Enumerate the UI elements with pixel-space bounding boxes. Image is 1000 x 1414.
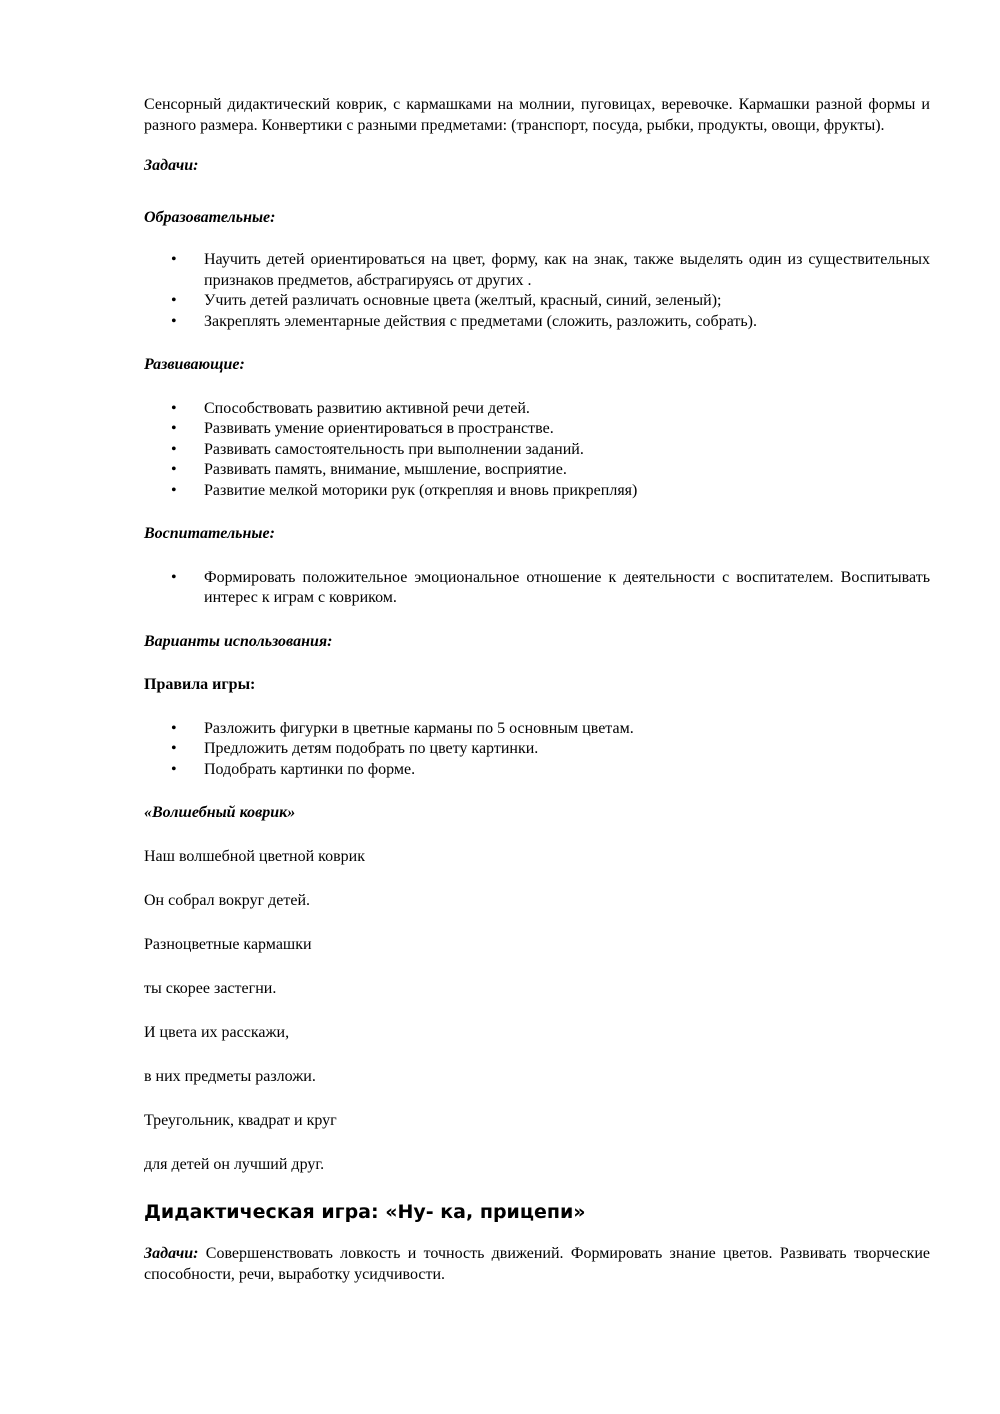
section-title: Дидактическая игра: «Ну- ка, прицепи» (144, 1201, 586, 1223)
usage-heading: Варианты использования: (144, 632, 333, 650)
rules-list (144, 719, 930, 781)
upbringing-heading: Воспитательные: (144, 525, 275, 542)
list-item: • Научить детей ориентироваться на цвет, форму, как на знак, также выделять один из существительных признаков предметов, абстрагируясь от других . (144, 250, 930, 291)
educational-list (144, 250, 930, 332)
poem-line: ты скорее застегни. (144, 979, 277, 997)
developing-heading: Развивающие: (144, 356, 245, 373)
list-item: • Развивать память, внимание, мышление, восприятие. (144, 460, 930, 481)
list-item: • Развивать самостоятельность при выполнении заданий. (144, 440, 930, 461)
poem-title: «Волшебный коврик» (144, 804, 296, 821)
tasks-heading: Задачи: (144, 157, 199, 174)
poem-line: Разноцветные кармашки (144, 935, 312, 953)
list-item: • Формировать положительное эмоциональное отношение к деятельности с воспитателем. Воспитывать интерес к играм с ковриком. (144, 568, 930, 609)
list-item: • Способствовать развитию активной речи детей. (144, 399, 930, 420)
poem-line: Наш волшебной цветной коврик (144, 847, 365, 865)
developing-list (144, 399, 930, 502)
list-item: • Разложить фигурки в цветные карманы по 5 основным цветам. (144, 719, 930, 740)
educational-heading: Образовательные: (144, 208, 276, 226)
rules-heading: Правила игры: (144, 676, 256, 693)
poem-line: в них предметы разложи. (144, 1067, 316, 1085)
list-item: • Развивать умение ориентироваться в пространстве. (144, 419, 930, 440)
list-item: • Учить детей различать основные цвета (желтый, красный, синий, зеленый); (144, 291, 930, 312)
poem-line: Треугольник, квадрат и круг (144, 1111, 337, 1129)
list-item: • Предложить детям подобрать по цвету картинки. (144, 739, 930, 760)
tasks-label: Задачи: (144, 1245, 199, 1262)
list-item: • Закреплять элементарные действия с предметами (сложить, разложить, собрать). (144, 312, 930, 333)
poem (144, 847, 930, 1176)
document-page (144, 95, 930, 1285)
game2-tasks-paragraph (144, 1244, 930, 1285)
poem-line: для детей он лучший друг. (144, 1155, 325, 1173)
upbringing-list (144, 568, 930, 609)
list-item: • Подобрать картинки по форме. (144, 760, 930, 781)
intro-paragraph: Сенсорный дидактический коврик, с кармашками на молнии, пуговицах, веревочке. Кармашки разной формы и разного размера. Конвертики с разными предметами: (транспорт, посуда, рыбки, продукты, овощи, фрукты). (144, 96, 930, 134)
tasks-text: Совершенствовать ловкость и точность движений. Формировать знание цветов. Развивать творческие способности, речи, выработку усидчивости. (144, 1245, 930, 1283)
poem-line: Он собрал вокруг детей. (144, 891, 311, 909)
poem-line: И цвета их расскажи, (144, 1023, 290, 1041)
list-item: • Развитие мелкой моторики рук (открепляя и вновь прикрепляя) (144, 481, 930, 502)
